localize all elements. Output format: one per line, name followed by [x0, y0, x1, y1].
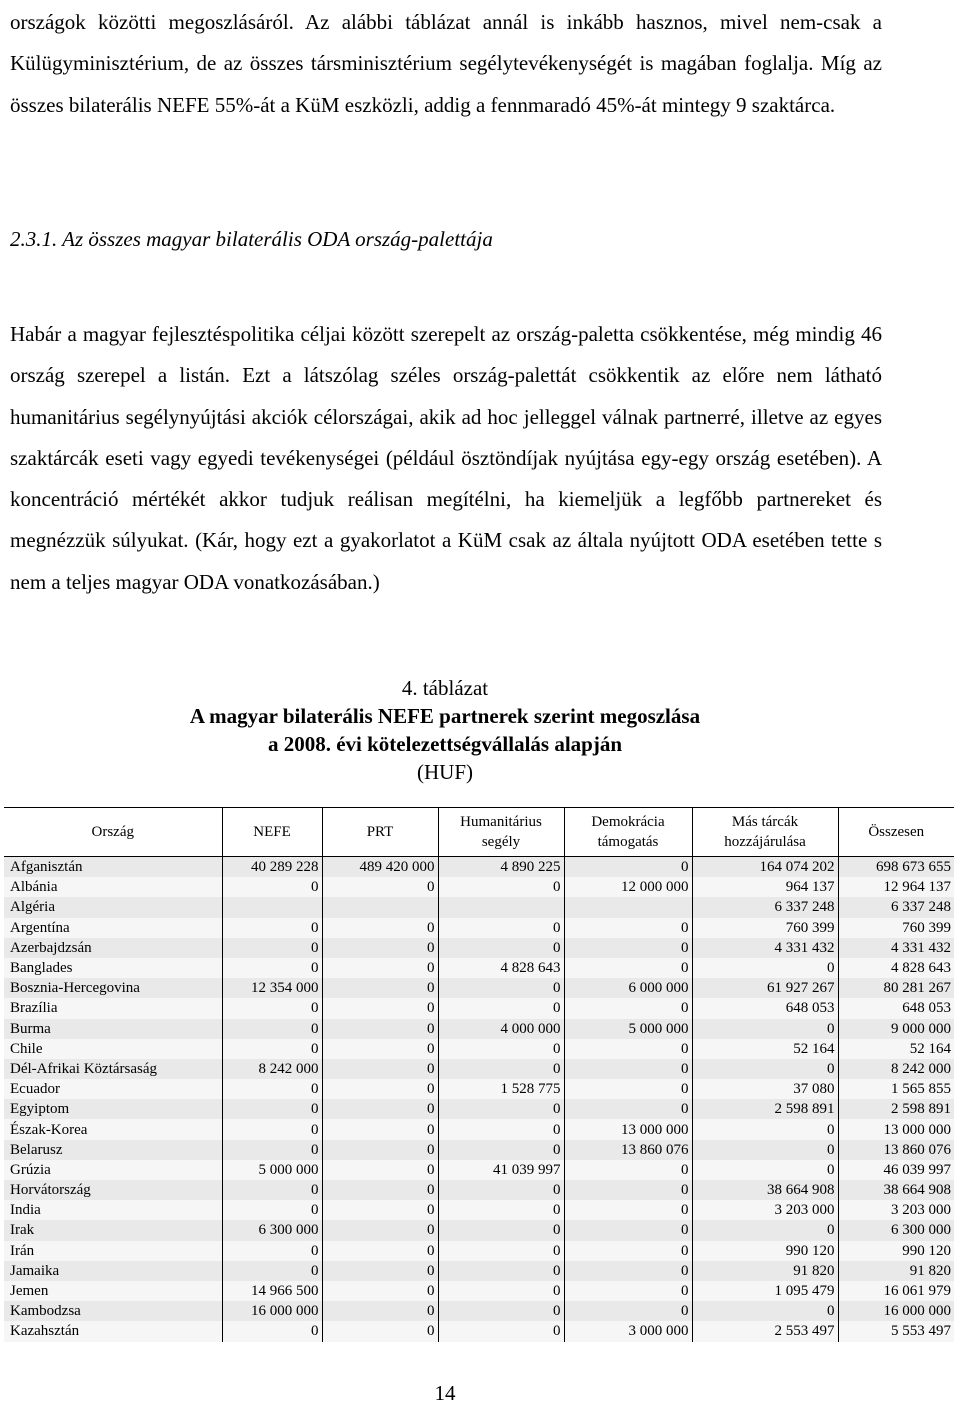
table-body [4, 857, 954, 1342]
value-cell: 990 120 [692, 1241, 838, 1261]
value-cell: 0 [222, 1119, 322, 1139]
value-cell: 0 [222, 877, 322, 897]
value-cell: 0 [564, 1200, 692, 1220]
value-cell: 0 [322, 1200, 438, 1220]
value-cell: 0 [322, 877, 438, 897]
value-cell: 46 039 997 [838, 1160, 954, 1180]
value-cell: 12 354 000 [222, 978, 322, 998]
value-cell: 16 061 979 [838, 1281, 954, 1301]
value-cell: 760 399 [838, 918, 954, 938]
value-cell: 0 [322, 1241, 438, 1261]
country-cell: Jamaika [10, 1262, 60, 1279]
value-cell: 0 [322, 1059, 438, 1079]
header-democracy: Demokrácia támogatás [564, 808, 692, 857]
value-cell: 0 [322, 998, 438, 1018]
value-cell: 0 [564, 1039, 692, 1059]
value-cell: 0 [322, 1099, 438, 1119]
value-cell: 0 [692, 958, 838, 978]
country-cell: Argentína [10, 919, 70, 936]
country-cell: Burma [10, 1020, 51, 1037]
value-cell: 0 [322, 978, 438, 998]
value-cell: 0 [322, 1160, 438, 1180]
value-cell: 0 [564, 958, 692, 978]
value-cell [322, 897, 438, 917]
value-cell [222, 897, 322, 917]
country-cell: Chile [10, 1040, 43, 1057]
value-cell: 760 399 [692, 918, 838, 938]
data-table [4, 807, 954, 1342]
header-total: Összesen [838, 808, 954, 857]
value-cell: 13 860 076 [564, 1140, 692, 1160]
value-cell: 0 [322, 1281, 438, 1301]
value-cell: 0 [222, 918, 322, 938]
value-cell: 0 [438, 938, 564, 958]
section-heading: 2.3.1. Az összes magyar bilaterális ODA ország-palettája [10, 227, 493, 251]
table-row [4, 877, 954, 897]
value-cell: 964 137 [692, 877, 838, 897]
table-row [4, 1019, 954, 1039]
value-cell: 91 820 [838, 1261, 954, 1281]
table-row [4, 1321, 954, 1341]
value-cell: 0 [438, 1119, 564, 1139]
value-cell: 0 [564, 1261, 692, 1281]
country-cell: India [10, 1202, 41, 1219]
value-cell: 0 [438, 1039, 564, 1059]
table-row [4, 1160, 954, 1180]
value-cell: 648 053 [692, 998, 838, 1018]
table-title-line1: A magyar bilaterális NEFE partnerek szerint megoszlása [189, 704, 701, 728]
table-row [4, 1079, 954, 1099]
value-cell: 0 [564, 918, 692, 938]
value-cell: 0 [222, 1019, 322, 1039]
value-cell: 52 164 [838, 1039, 954, 1059]
country-cell: Horvátország [10, 1182, 91, 1199]
data-table-wrapper [4, 807, 954, 1342]
country-cell: Belarusz [10, 1141, 63, 1158]
value-cell: 0 [564, 938, 692, 958]
value-cell: 0 [222, 1099, 322, 1119]
value-cell: 0 [222, 1241, 322, 1261]
table-row [4, 938, 954, 958]
table-row [4, 897, 954, 917]
value-cell: 0 [322, 1301, 438, 1321]
value-cell: 0 [438, 918, 564, 938]
country-cell: Brazília [10, 1000, 58, 1017]
country-cell: Kambodzsa [10, 1303, 81, 1320]
value-cell: 16 000 000 [838, 1301, 954, 1321]
value-cell: 0 [564, 1301, 692, 1321]
header-humanitarian: Humanitárius segély [438, 808, 564, 857]
value-cell: 4 331 432 [692, 938, 838, 958]
value-cell: 4 828 643 [838, 958, 954, 978]
value-cell: 13 860 076 [838, 1140, 954, 1160]
country-cell: Irán [10, 1242, 35, 1259]
value-cell: 8 242 000 [838, 1059, 954, 1079]
value-cell: 0 [692, 1220, 838, 1240]
value-cell: 0 [438, 1180, 564, 1200]
value-cell: 0 [438, 998, 564, 1018]
value-cell: 4 828 643 [438, 958, 564, 978]
country-cell: Észak-Korea [10, 1121, 88, 1138]
value-cell: 0 [222, 1039, 322, 1059]
value-cell: 489 420 000 [322, 857, 438, 878]
table-row [4, 978, 954, 998]
value-cell: 0 [564, 1220, 692, 1240]
value-cell: 0 [222, 1321, 322, 1341]
value-cell: 0 [692, 1019, 838, 1039]
value-cell: 6 000 000 [564, 978, 692, 998]
header-country: Ország [4, 808, 222, 857]
header-nefe: NEFE [222, 808, 322, 857]
value-cell: 0 [438, 1241, 564, 1261]
value-cell: 0 [438, 877, 564, 897]
value-cell: 2 553 497 [692, 1321, 838, 1341]
country-cell: Albánia [10, 879, 58, 896]
value-cell: 38 664 908 [838, 1180, 954, 1200]
value-cell: 5 553 497 [838, 1321, 954, 1341]
table-unit: (HUF) [417, 760, 473, 784]
value-cell: 5 000 000 [222, 1160, 322, 1180]
table-row [4, 1039, 954, 1059]
value-cell: 0 [438, 1281, 564, 1301]
country-cell: Algéria [10, 899, 55, 916]
page-number: 14 [434, 1381, 456, 1405]
value-cell: 14 966 500 [222, 1281, 322, 1301]
value-cell: 38 664 908 [692, 1180, 838, 1200]
value-cell: 0 [322, 938, 438, 958]
value-cell: 4 890 225 [438, 857, 564, 878]
country-cell: Jemen [10, 1283, 49, 1300]
table-row [4, 857, 954, 878]
value-cell: 0 [322, 1079, 438, 1099]
table-row [4, 1281, 954, 1301]
value-cell: 80 281 267 [838, 978, 954, 998]
value-cell: 40 289 228 [222, 857, 322, 878]
value-cell: 8 242 000 [222, 1059, 322, 1079]
value-cell: 0 [222, 1200, 322, 1220]
table-row [4, 958, 954, 978]
value-cell: 16 000 000 [222, 1301, 322, 1321]
value-cell: 4 331 432 [838, 938, 954, 958]
value-cell: 0 [692, 1059, 838, 1079]
value-cell: 0 [322, 1321, 438, 1341]
value-cell: 0 [564, 998, 692, 1018]
value-cell: 0 [564, 1241, 692, 1261]
value-cell: 648 053 [838, 998, 954, 1018]
header-other-ministries: Más tárcák hozzájárulása [692, 808, 838, 857]
value-cell: 6 337 248 [692, 897, 838, 917]
table-row [4, 1220, 954, 1240]
value-cell: 0 [322, 1140, 438, 1160]
value-cell: 3 203 000 [692, 1200, 838, 1220]
value-cell: 0 [564, 1180, 692, 1200]
value-cell: 1 095 479 [692, 1281, 838, 1301]
value-cell: 0 [564, 1160, 692, 1180]
value-cell: 13 000 000 [564, 1119, 692, 1139]
value-cell: 0 [222, 958, 322, 978]
value-cell: 12 000 000 [564, 877, 692, 897]
table-row [4, 1241, 954, 1261]
value-cell: 0 [322, 1261, 438, 1281]
country-cell: Grúzia [10, 1161, 51, 1178]
table-row [4, 1200, 954, 1220]
value-cell [564, 897, 692, 917]
country-cell: Azerbajdzsán [10, 939, 92, 956]
value-cell: 0 [438, 1059, 564, 1079]
table-row [4, 1301, 954, 1321]
country-cell: Irak [10, 1222, 35, 1239]
value-cell: 0 [438, 1099, 564, 1119]
value-cell: 0 [322, 1039, 438, 1059]
value-cell: 0 [438, 1261, 564, 1281]
value-cell: 6 300 000 [222, 1220, 322, 1240]
table-header-row [4, 808, 954, 857]
value-cell: 0 [692, 1119, 838, 1139]
value-cell: 164 074 202 [692, 857, 838, 878]
value-cell: 0 [222, 998, 322, 1018]
value-cell: 3 203 000 [838, 1200, 954, 1220]
value-cell: 0 [222, 1079, 322, 1099]
country-cell: Bosznia-Hercegovina [10, 980, 140, 997]
value-cell: 0 [564, 1281, 692, 1301]
value-cell: 6 300 000 [838, 1220, 954, 1240]
value-cell: 41 039 997 [438, 1160, 564, 1180]
value-cell: 0 [564, 857, 692, 878]
value-cell: 0 [322, 1119, 438, 1139]
value-cell: 0 [564, 1059, 692, 1079]
value-cell: 0 [438, 1140, 564, 1160]
value-cell: 0 [438, 1321, 564, 1341]
value-cell: 12 964 137 [838, 877, 954, 897]
value-cell: 0 [438, 1301, 564, 1321]
value-cell: 0 [564, 1079, 692, 1099]
value-cell: 0 [322, 1180, 438, 1200]
value-cell: 0 [322, 1220, 438, 1240]
value-cell: 1 565 855 [838, 1079, 954, 1099]
country-cell: Egyiptom [10, 1101, 70, 1118]
value-cell: 0 [222, 938, 322, 958]
value-cell: 0 [692, 1140, 838, 1160]
country-cell: Afganisztán [10, 859, 83, 876]
value-cell: 0 [322, 918, 438, 938]
intro-paragraph: országok közötti megoszlásáról. Az alábbi táblázat annál is inkább hasznos, mivel nem-csak a Külügyminisztérium, de az összes társminisztérium segélytevékenységét is magában foglalja. Míg az összes bilaterális NEFE 55%-át a KüM eszközli, addig a fennmaradó 45%-át mintegy 9 szaktárca. [10, 10, 882, 117]
value-cell: 52 164 [692, 1039, 838, 1059]
value-cell: 0 [438, 1220, 564, 1240]
country-cell: Ecuador [10, 1081, 60, 1098]
country-cell: Dél-Afrikai Köztársaság [10, 1060, 158, 1077]
value-cell: 4 000 000 [438, 1019, 564, 1039]
table-row [4, 1059, 954, 1079]
value-cell: 990 120 [838, 1241, 954, 1261]
value-cell: 0 [222, 1140, 322, 1160]
table-title-line2: a 2008. évi kötelezettségvállalás alapján [267, 732, 623, 756]
value-cell: 0 [692, 1160, 838, 1180]
value-cell: 13 000 000 [838, 1119, 954, 1139]
country-cell: Kazahsztán [10, 1323, 80, 1340]
value-cell: 37 080 [692, 1079, 838, 1099]
table-number: 4. táblázat [401, 676, 489, 700]
value-cell: 2 598 891 [838, 1099, 954, 1119]
table-row [4, 1261, 954, 1281]
value-cell: 0 [222, 1261, 322, 1281]
table-row [4, 998, 954, 1018]
value-cell: 0 [322, 958, 438, 978]
value-cell: 5 000 000 [564, 1019, 692, 1039]
table-row [4, 1140, 954, 1160]
value-cell: 0 [692, 1301, 838, 1321]
value-cell: 3 000 000 [564, 1321, 692, 1341]
value-cell: 2 598 891 [692, 1099, 838, 1119]
table-row [4, 918, 954, 938]
value-cell: 6 337 248 [838, 897, 954, 917]
country-cell: Banglades [10, 960, 73, 977]
table-row [4, 1180, 954, 1200]
value-cell: 0 [564, 1099, 692, 1119]
value-cell: 0 [322, 1019, 438, 1039]
value-cell [438, 897, 564, 917]
value-cell: 0 [222, 1180, 322, 1200]
value-cell: 0 [438, 978, 564, 998]
value-cell: 1 528 775 [438, 1079, 564, 1099]
value-cell: 698 673 655 [838, 857, 954, 878]
body-paragraph: Habár a magyar fejlesztéspolitika céljai között szerepelt az ország-paletta csökkentése, még mindig 46 ország szerepel a listán. Ezt a látszólag széles ország-palettát csökkentik az előre nem látható humanitárius segélynyújtási akciók célországai, akik ad hoc jelleggel válnak partnerré, illetve az egyes szaktárcák eseti vagy egyedi tevékenységei (például ösztöndíjak nyújtása egy-egy ország esetében). A koncentráció mértékét akkor tudjuk reálisan megítélni, ha kiemeljük a legfőbb partnereket és megnézzük súlyukat. (Kár, hogy ezt a gyakorlatot a KüM csak az általa nyújtott ODA esetében tette s nem a teljes magyar ODA vonatkozásában.) [10, 322, 882, 594]
header-prt: PRT [322, 808, 438, 857]
value-cell: 91 820 [692, 1261, 838, 1281]
table-row [4, 1119, 954, 1139]
value-cell: 0 [438, 1200, 564, 1220]
value-cell: 61 927 267 [692, 978, 838, 998]
value-cell: 9 000 000 [838, 1019, 954, 1039]
table-row [4, 1099, 954, 1119]
